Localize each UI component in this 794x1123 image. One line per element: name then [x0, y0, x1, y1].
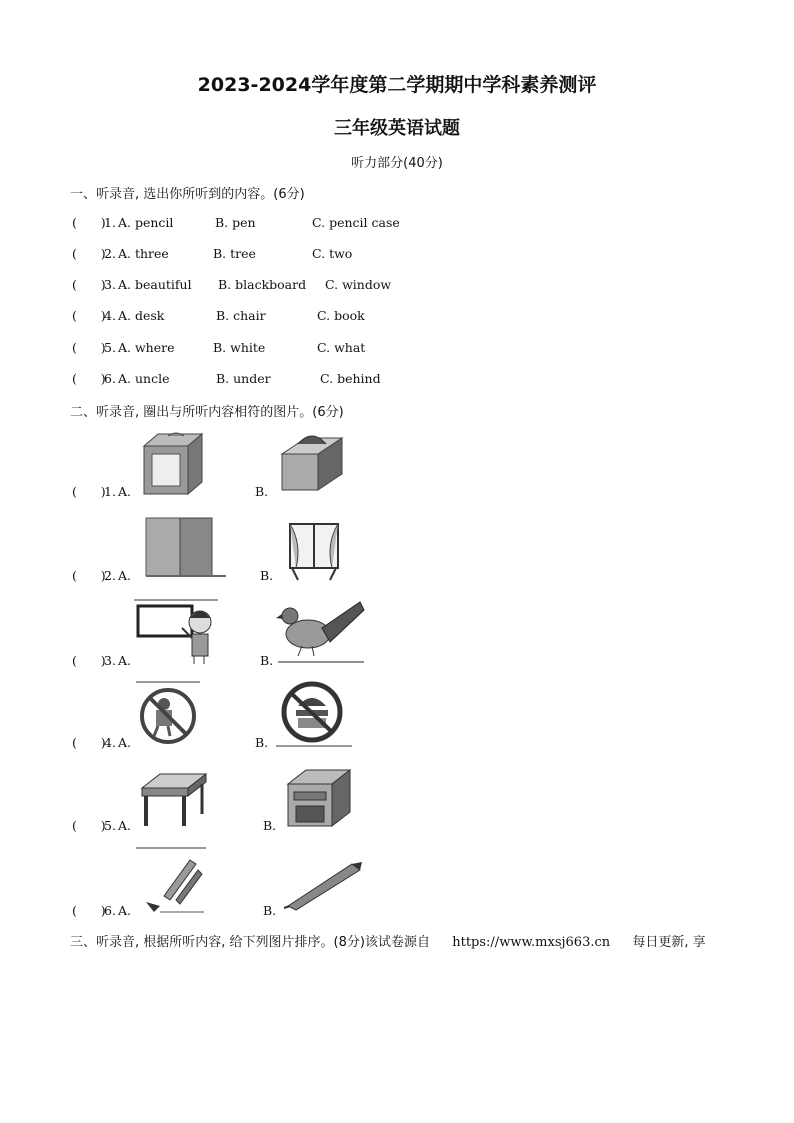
option-b: B. chair	[216, 308, 266, 323]
section3-heading	[70, 931, 706, 950]
option-b-label: B.	[260, 568, 274, 583]
option-b: B. pen	[215, 215, 256, 230]
answer-blank[interactable]: ( )	[72, 371, 106, 386]
option-b: B. white	[213, 340, 266, 355]
listening-label: 听力部分(40分)	[351, 156, 443, 171]
option-c: C. behind	[320, 371, 381, 386]
answer-blank[interactable]: ( )	[72, 308, 106, 323]
option-a-label: A.	[118, 568, 132, 583]
option-a-label: A.	[118, 818, 132, 833]
option-b: B. under	[216, 371, 271, 386]
option-a: A. pencil	[118, 215, 174, 230]
section1-heading: 一、听录音, 选出你所听到的内容。(6分)	[70, 187, 305, 202]
table-icon[interactable]	[138, 770, 210, 830]
boy-blackboard-icon[interactable]	[134, 598, 218, 666]
answer-blank[interactable]: ( )	[72, 340, 106, 355]
option-c: C. what	[317, 340, 366, 355]
answer-blank[interactable]: ( )	[72, 818, 106, 833]
box-open-icon[interactable]	[138, 432, 208, 498]
desk-icon[interactable]	[284, 768, 354, 830]
option-a: A. where	[118, 340, 175, 355]
item-number: 1.	[104, 215, 116, 230]
option-b-label: B.	[255, 735, 269, 750]
option-c: C. window	[325, 277, 392, 292]
item-number: 1.	[104, 484, 116, 499]
page-title: 2023-2024学年度第二学期期中学科素养测评	[197, 74, 597, 96]
item-number: 2.	[104, 568, 116, 583]
item-number: 2.	[104, 246, 116, 261]
option-c: C. two	[312, 246, 353, 261]
option-a: A. beautiful	[118, 277, 192, 292]
option-b-label: B.	[260, 653, 274, 668]
item-number: 6.	[104, 903, 116, 918]
box-closed-icon[interactable]	[278, 432, 346, 494]
item-number: 4.	[104, 308, 116, 323]
option-b-label: B.	[255, 484, 269, 499]
item-number: 4.	[104, 735, 116, 750]
option-a: A. desk	[118, 308, 165, 323]
answer-blank[interactable]: ( )	[72, 277, 106, 292]
item-number: 5.	[104, 340, 116, 355]
window-icon[interactable]	[284, 518, 344, 582]
option-b-label: B.	[263, 903, 277, 918]
page-subtitle: 三年级英语试题	[334, 118, 460, 139]
item-number: 3.	[104, 277, 116, 292]
option-b: B. tree	[213, 246, 256, 261]
option-b: B. blackboard	[218, 277, 307, 292]
option-a: A. three	[118, 246, 169, 261]
no-littering-sign-icon[interactable]	[276, 680, 352, 748]
item-number: 5.	[104, 818, 116, 833]
option-c: C. book	[317, 308, 365, 323]
option-c: C. pencil case	[312, 215, 400, 230]
source-url-link[interactable]: https://www.mxsj663.cn	[452, 935, 611, 950]
option-b-label: B.	[263, 818, 277, 833]
option-a: A. uncle	[118, 371, 170, 386]
door-icon[interactable]	[142, 514, 228, 580]
answer-blank[interactable]: ( )	[72, 484, 106, 499]
section2-heading: 二、听录音, 圈出与所听内容相符的图片。(6分)	[70, 405, 344, 420]
option-a-label: A.	[118, 903, 132, 918]
item-number: 3.	[104, 653, 116, 668]
no-climbing-sign-icon[interactable]	[134, 680, 202, 746]
item-number: 6.	[104, 371, 116, 386]
option-a-label: A.	[118, 735, 132, 750]
option-a-label: A.	[118, 484, 132, 499]
answer-blank[interactable]: ( )	[72, 653, 106, 668]
bird-icon[interactable]	[274, 598, 366, 666]
answer-blank[interactable]: ( )	[72, 568, 106, 583]
answer-blank[interactable]: ( )	[72, 215, 106, 230]
answer-blank[interactable]: ( )	[72, 903, 106, 918]
answer-blank[interactable]: ( )	[72, 735, 106, 750]
option-a-label: A.	[118, 653, 132, 668]
pen-icon[interactable]	[282, 858, 364, 912]
section3-heading-text: 三、听录音, 根据所听内容, 给下列图片排序。(8分)该试卷源自	[70, 935, 430, 950]
pencils-icon[interactable]	[136, 846, 206, 916]
section3-tail-text: 每日更新, 享	[632, 935, 706, 950]
answer-blank[interactable]: ( )	[72, 246, 106, 261]
